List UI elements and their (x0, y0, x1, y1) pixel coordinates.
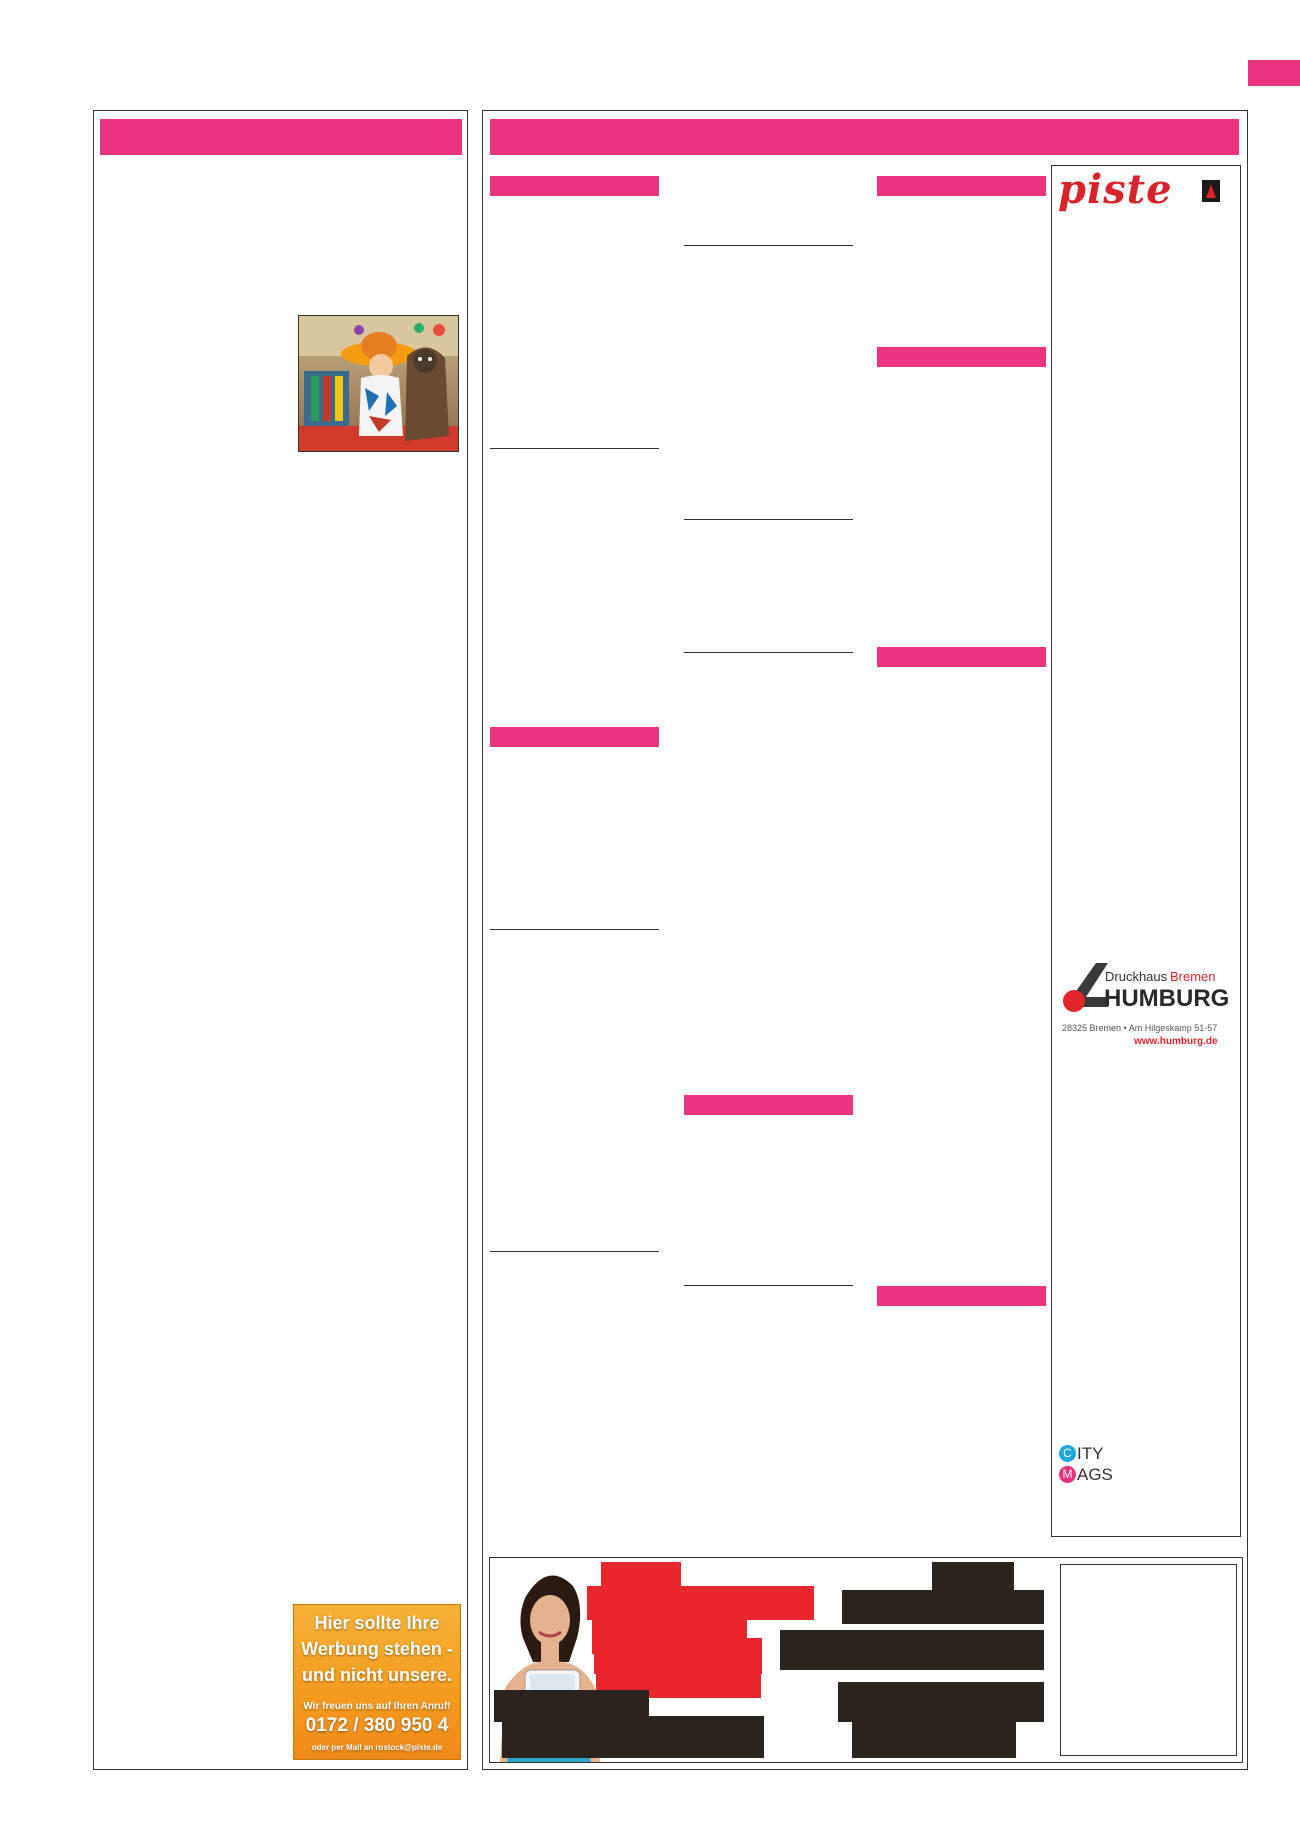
house-ad-phone: 0172 / 380 950 4 (305, 1715, 449, 1736)
costume-photo-illustration (299, 316, 459, 452)
house-ad-line2: Werbung stehen - (301, 1639, 453, 1659)
col2-rule-1 (684, 245, 853, 246)
piste-logo[interactable] (1056, 166, 1226, 213)
ad-dark-block-5 (780, 1630, 1044, 1670)
humburg-name: HUMBURG (1104, 985, 1230, 1012)
piste-wordmark: piste (1058, 166, 1173, 213)
ad-dark-block-2 (502, 1716, 764, 1758)
humburg-logo[interactable] (1058, 955, 1233, 1050)
humburg-mark-icon (1060, 957, 1110, 1017)
page-tab (1248, 60, 1300, 86)
col1-rule-2 (490, 929, 659, 930)
ad-dark-block-4 (842, 1590, 1044, 1624)
left-panel-header-bar (100, 119, 462, 155)
citymags-m-badge: M (1059, 1466, 1076, 1483)
citymags-logo[interactable] (1058, 1444, 1128, 1486)
col3-section-bar-2 (877, 347, 1046, 367)
carnival-costume-photo (298, 315, 459, 452)
col2-rule-2 (684, 519, 853, 520)
col1-rule-1 (490, 448, 659, 449)
piste-figure-icon (1202, 180, 1220, 202)
house-ad-line3: und nicht unsere. (301, 1665, 452, 1685)
ad-inner-box (1060, 1564, 1237, 1756)
col1-section-bar-1 (490, 176, 659, 196)
col3-section-bar-3 (877, 647, 1046, 667)
col1-section-bar-2 (490, 727, 659, 747)
house-ad-line4: Wir freuen uns auf Ihren Anruf! (303, 1701, 451, 1712)
right-panel-header-bar (490, 119, 1239, 155)
bottom-ad-banner[interactable] (489, 1557, 1243, 1763)
citymags-c-badge: C (1059, 1445, 1076, 1462)
col2-section-bar-1 (684, 1095, 853, 1115)
humburg-address: 28325 Bremen • Am Hilgeskamp 51-57 (1062, 1023, 1218, 1033)
col2-rule-3 (684, 652, 853, 653)
col3-section-bar-1 (877, 176, 1046, 196)
house-ad-line6: oder per Mail an rostock@piste.de (311, 1743, 443, 1752)
col2-rule-4 (684, 1285, 853, 1286)
humburg-url: www.humburg.de (1134, 1036, 1218, 1047)
citymags-ags: AGS (1077, 1465, 1113, 1484)
sponsor-column (1051, 165, 1241, 1537)
col3-section-bar-4 (877, 1286, 1046, 1306)
humburg-druckhaus: Druckhaus (1105, 969, 1168, 984)
house-ad-line1: Hier sollte Ihre (314, 1613, 440, 1633)
col1-rule-3 (490, 1251, 659, 1252)
ad-dark-block-7 (852, 1718, 1016, 1758)
ad-dark-block-6 (838, 1682, 1044, 1722)
humburg-city: Bremen (1170, 969, 1216, 984)
citymags-ity: ITY (1077, 1444, 1104, 1463)
house-ad[interactable] (293, 1604, 461, 1760)
